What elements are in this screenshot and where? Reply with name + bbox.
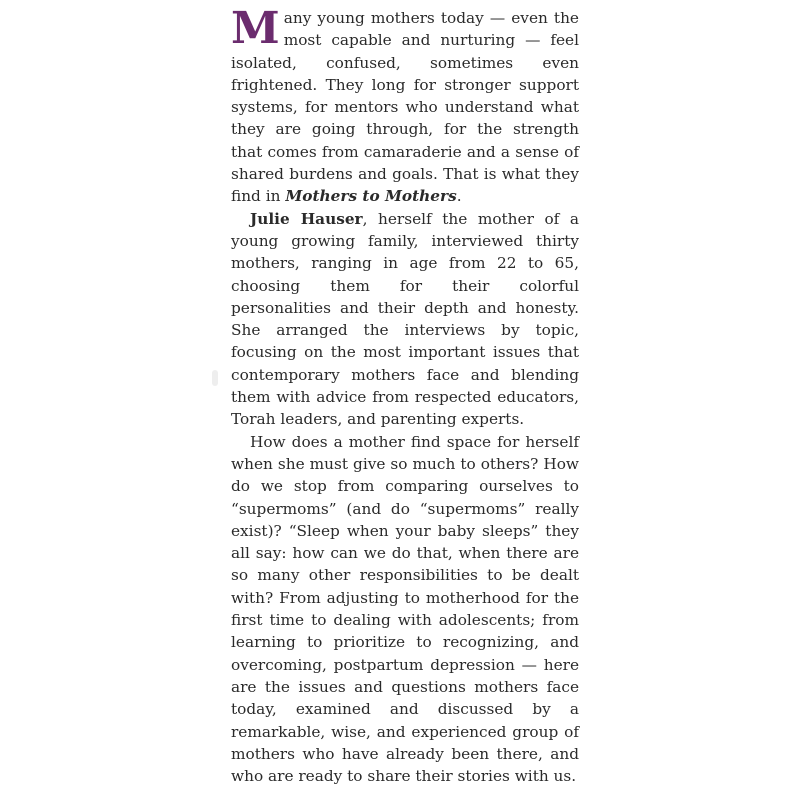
author-name: Julie Hauser [250, 209, 363, 228]
blurb-text-column [231, 3, 579, 787]
book-title-emphasis: Mothers to Mothers [285, 187, 457, 206]
intro-end: . [456, 187, 462, 206]
paragraph-intro [231, 3, 579, 208]
paragraph-questions [231, 431, 579, 788]
author-body: , herself the mother of a young growing family, interviewed thirty mothers, ranging in age from 22 to 65, choosing them for their colorful personalities and their depth and honesty. She arranged the interviews by topic, focusing on the most important issues that contemporary mothers face and blending them with advice from respected educators, Torah leaders, and parenting experts. [231, 209, 579, 429]
questions-body: How does a mother find space for herself when she must give so much to others? How do we stop from comparing ourselves to “supermoms” (and do “supermoms” really exist)? “Sleep when your baby sleeps” they all say: how can we do that, when there are so many other responsibilities to be dealt with? From adjusting to motherhood for the first time to dealing with adolescents; from learning to prioritize to recognizing, and overcoming, postpartum depression — here are the issues and questions mothers face today, examined and discussed by a remarkable, wise, and experienced group of mothers who have already been there, and who are ready to share their stories with us. [231, 432, 579, 786]
intro-body: any young mothers today — even the most capable and nurturing — feel isolated, confused, sometimes even frightened. They long for stronger support systems, for mentors who understand what they are going through, for the strength that comes from camaraderie and a sense of shared burdens and goals. That is what they find in [231, 9, 579, 206]
paragraph-author [231, 208, 579, 431]
page-smudge [212, 370, 218, 386]
drop-cap: M [231, 3, 280, 54]
